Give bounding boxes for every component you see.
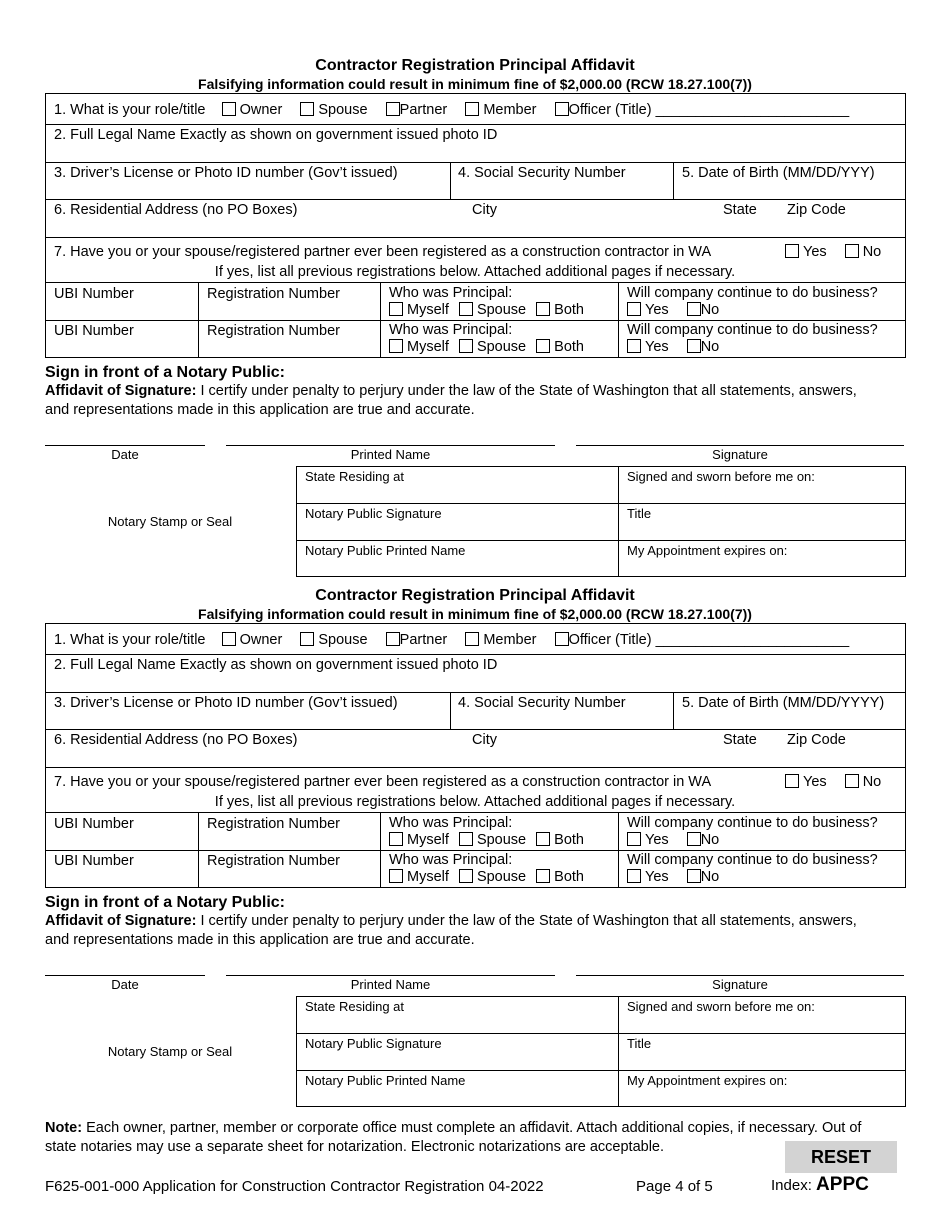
- continue-yes-checkbox[interactable]: [627, 302, 641, 316]
- continue-yes-label: Yes: [645, 869, 669, 885]
- affidavit-label: Affidavit of Signature:: [45, 913, 197, 929]
- printed-name-caption: Printed Name: [350, 977, 431, 992]
- spouse-checkbox[interactable]: [459, 832, 473, 846]
- divider: [380, 282, 381, 358]
- officer-checkbox[interactable]: [555, 102, 569, 116]
- appointment-expires-field[interactable]: My Appointment expires on:: [627, 543, 788, 558]
- note: [45, 1119, 895, 1157]
- index-label: Index:: [771, 1177, 812, 1194]
- note-text: Each owner, partner, member or corporate office must complete an affidavit. Attach additional copies, if necessary. Out of state notaries may use a separate sheet for notarization. Electronic notarizations are acceptable.: [45, 1120, 862, 1155]
- previous-registration-note: If yes, list all previous registrations below. Attached additional pages if necessary.: [214, 794, 736, 810]
- index-value: APPC: [816, 1174, 869, 1195]
- owner-checkbox[interactable]: [222, 102, 236, 116]
- sign-heading: Sign in front of a Notary Public:: [45, 894, 285, 911]
- continue-no-label: No: [700, 302, 720, 318]
- no-label: No: [862, 244, 882, 260]
- signature-caption: Signature: [712, 447, 768, 462]
- divider: [618, 996, 619, 1107]
- both-label: Both: [554, 302, 584, 318]
- partner-label: Partner: [399, 102, 448, 118]
- spouse-checkbox[interactable]: [459, 869, 473, 883]
- divider: [296, 503, 906, 504]
- spouse-label: Spouse: [318, 102, 368, 118]
- who-principal-options: [389, 831, 584, 849]
- divider: [198, 812, 199, 888]
- affidavit-subtitle: Falsifying information could result in minimum fine of $2,000.00 (RCW 18.27.100(7)): [198, 76, 752, 92]
- no-label: No: [862, 774, 882, 790]
- divider: [45, 124, 906, 125]
- both-checkbox[interactable]: [536, 832, 550, 846]
- divider: [45, 812, 906, 813]
- divider: [296, 1033, 906, 1034]
- continue-yes-label: Yes: [645, 832, 669, 848]
- divider: [673, 162, 674, 199]
- affidavit-subtitle: Falsifying information could result in minimum fine of $2,000.00 (RCW 18.27.100(7)): [198, 606, 752, 622]
- spouse-label: Spouse: [476, 302, 527, 318]
- continue-no-label: No: [700, 832, 720, 848]
- yes-checkbox[interactable]: [785, 244, 799, 258]
- divider: [45, 282, 906, 283]
- partner-label: Partner: [399, 632, 448, 648]
- both-label: Both: [554, 832, 584, 848]
- member-label: Member: [483, 632, 537, 648]
- city-field[interactable]: City: [472, 202, 497, 218]
- continue-business-label: Will company continue to do business?: [627, 285, 878, 301]
- full-legal-name-field[interactable]: 2. Full Legal Name Exactly as shown on government issued photo ID: [54, 127, 498, 143]
- city-field[interactable]: City: [472, 732, 497, 748]
- officer-checkbox[interactable]: [555, 632, 569, 646]
- myself-checkbox[interactable]: [389, 869, 403, 883]
- divider: [380, 812, 381, 888]
- notary-printed-name-field[interactable]: Notary Public Printed Name: [305, 543, 466, 558]
- registration-number-field[interactable]: Registration Number: [207, 816, 340, 832]
- ssn-field[interactable]: 4. Social Security Number: [458, 695, 626, 711]
- both-checkbox[interactable]: [536, 869, 550, 883]
- both-label: Both: [554, 339, 584, 355]
- divider: [45, 654, 906, 655]
- member-checkbox[interactable]: [465, 102, 479, 116]
- previous-registration-question: 7. Have you or your spouse/registered partner ever been registered as a construction contractor in WA: [54, 244, 712, 260]
- affidavit-statement: [45, 912, 885, 950]
- spouse-label: Spouse: [476, 339, 527, 355]
- no-checkbox[interactable]: [845, 774, 859, 788]
- zip-code-field[interactable]: Zip Code: [787, 732, 846, 748]
- continue-no-checkbox[interactable]: [687, 339, 701, 353]
- continue-no-label: No: [700, 339, 720, 355]
- drivers-license-field[interactable]: 3. Driver’s License or Photo ID number (Gov’t issued): [54, 165, 398, 181]
- notary-printed-name-field[interactable]: Notary Public Printed Name: [305, 1073, 466, 1088]
- divider: [618, 282, 619, 358]
- note-label: Note:: [45, 1120, 83, 1136]
- date-caption: Date: [111, 447, 139, 462]
- who-principal-label: Who was Principal:: [389, 852, 513, 868]
- divider: [673, 692, 674, 729]
- registration-number-field[interactable]: Registration Number: [207, 286, 340, 302]
- who-principal-label: Who was Principal:: [389, 322, 513, 338]
- divider: [198, 282, 199, 358]
- date-of-birth-field[interactable]: 5. Date of Birth (MM/DD/YYY): [682, 165, 875, 181]
- continue-yes-checkbox[interactable]: [627, 339, 641, 353]
- continue-no-checkbox[interactable]: [687, 869, 701, 883]
- divider: [450, 692, 451, 729]
- yes-checkbox[interactable]: [785, 774, 799, 788]
- role-label: 1. What is your role/title: [54, 102, 206, 118]
- officer-label[interactable]: Officer (Title) ________________________: [568, 102, 850, 118]
- state-field[interactable]: State: [723, 732, 757, 748]
- state-residing-field[interactable]: State Residing at: [305, 999, 405, 1014]
- signature-caption: Signature: [712, 977, 768, 992]
- date-caption: Date: [111, 977, 139, 992]
- continue-yes-checkbox[interactable]: [627, 869, 641, 883]
- notary-title-field[interactable]: Title: [627, 1036, 652, 1051]
- affidavit-2: [0, 530, 950, 1088]
- role-question: [54, 631, 849, 649]
- continue-business-options: [627, 301, 719, 319]
- officer-label[interactable]: Officer (Title) ________________________: [568, 632, 850, 648]
- registration-number-field[interactable]: Registration Number: [207, 323, 340, 339]
- continue-yes-label: Yes: [645, 339, 669, 355]
- previous-registration-question: 7. Have you or your spouse/registered partner ever been registered as a construction contractor in WA: [54, 774, 712, 790]
- registration-number-field[interactable]: Registration Number: [207, 853, 340, 869]
- continue-business-options: [627, 868, 719, 886]
- myself-label: Myself: [407, 302, 449, 318]
- divider: [45, 199, 906, 200]
- notary-title-field[interactable]: Title: [627, 506, 652, 521]
- who-principal-options: [389, 301, 584, 319]
- notary-signature-field[interactable]: Notary Public Signature: [305, 506, 442, 521]
- continue-yes-label: Yes: [645, 302, 669, 318]
- notary-stamp-area: Notary Stamp or Seal: [107, 1044, 233, 1059]
- continue-yes-checkbox[interactable]: [627, 832, 641, 846]
- owner-checkbox[interactable]: [222, 632, 236, 646]
- zip-code-field[interactable]: Zip Code: [787, 202, 846, 218]
- full-legal-name-field[interactable]: 2. Full Legal Name Exactly as shown on government issued photo ID: [54, 657, 498, 673]
- partner-checkbox[interactable]: [386, 632, 400, 646]
- spouse-checkbox[interactable]: [300, 632, 314, 646]
- printed-name-caption: Printed Name: [350, 447, 431, 462]
- divider: [45, 237, 906, 238]
- who-principal-label: Who was Principal:: [389, 815, 513, 831]
- spouse-checkbox[interactable]: [300, 102, 314, 116]
- continue-no-checkbox[interactable]: [687, 832, 701, 846]
- both-checkbox[interactable]: [536, 339, 550, 353]
- continue-business-label: Will company continue to do business?: [627, 815, 878, 831]
- index: [771, 1175, 869, 1196]
- both-checkbox[interactable]: [536, 302, 550, 316]
- owner-label: Owner: [239, 632, 283, 648]
- divider: [45, 767, 906, 768]
- affidavit-text: I certify under penalty to perjury under the law of the State of Washington that all statements, answers, and representations made in this application are true and accurate.: [45, 383, 857, 418]
- state-residing-field[interactable]: State Residing at: [305, 469, 405, 484]
- affidavit-title: Contractor Registration Principal Affidavit: [315, 587, 635, 604]
- myself-label: Myself: [407, 832, 449, 848]
- continue-business-options: [627, 831, 719, 849]
- who-principal-label: Who was Principal:: [389, 285, 513, 301]
- myself-label: Myself: [407, 339, 449, 355]
- who-principal-options: [389, 868, 584, 886]
- spouse-checkbox[interactable]: [459, 339, 473, 353]
- role-question: [54, 101, 849, 119]
- ubi-number-field[interactable]: UBI Number: [54, 323, 134, 339]
- ubi-number-field[interactable]: UBI Number: [54, 816, 134, 832]
- divider: [45, 729, 906, 730]
- member-label: Member: [483, 102, 537, 118]
- no-checkbox[interactable]: [845, 244, 859, 258]
- owner-label: Owner: [239, 102, 283, 118]
- state-field[interactable]: State: [723, 202, 757, 218]
- divider: [45, 692, 906, 693]
- reset-button[interactable]: RESET: [785, 1141, 897, 1173]
- affidavit-text: I certify under penalty to perjury under the law of the State of Washington that all statements, answers, and representations made in this application are true and accurate.: [45, 913, 857, 948]
- form-id: F625-001-000 Application for Construction Contractor Registration 04-2022: [45, 1178, 544, 1195]
- residential-address-field[interactable]: 6. Residential Address (no PO Boxes): [54, 202, 298, 218]
- previous-registration-options: [785, 243, 881, 261]
- sign-heading: Sign in front of a Notary Public:: [45, 364, 285, 381]
- myself-checkbox[interactable]: [389, 339, 403, 353]
- affidavit-statement: [45, 382, 885, 420]
- divider: [296, 1070, 906, 1071]
- divider: [450, 162, 451, 199]
- residential-address-field[interactable]: 6. Residential Address (no PO Boxes): [54, 732, 298, 748]
- myself-label: Myself: [407, 869, 449, 885]
- myself-checkbox[interactable]: [389, 832, 403, 846]
- signed-sworn-field[interactable]: Signed and sworn before me on:: [627, 469, 815, 484]
- continue-business-options: [627, 338, 719, 356]
- yes-label: Yes: [803, 774, 827, 790]
- ubi-number-field[interactable]: UBI Number: [54, 853, 134, 869]
- spouse-label: Spouse: [318, 632, 368, 648]
- signed-sworn-field[interactable]: Signed and sworn before me on:: [627, 999, 815, 1014]
- drivers-license-field[interactable]: 3. Driver’s License or Photo ID number (Gov’t issued): [54, 695, 398, 711]
- notary-signature-field[interactable]: Notary Public Signature: [305, 1036, 442, 1051]
- affidavit-title: Contractor Registration Principal Affidavit: [315, 57, 635, 74]
- spouse-label: Spouse: [476, 832, 527, 848]
- both-label: Both: [554, 869, 584, 885]
- date-of-birth-field[interactable]: 5. Date of Birth (MM/DD/YYYY): [682, 695, 885, 711]
- member-checkbox[interactable]: [465, 632, 479, 646]
- previous-registration-options: [785, 773, 881, 791]
- appointment-expires-field[interactable]: My Appointment expires on:: [627, 1073, 788, 1088]
- page-number: Page 4 of 5: [636, 1178, 713, 1195]
- yes-label: Yes: [803, 244, 827, 260]
- ssn-field[interactable]: 4. Social Security Number: [458, 165, 626, 181]
- spouse-label: Spouse: [476, 869, 527, 885]
- notary-stamp-area: Notary Stamp or Seal: [107, 514, 233, 529]
- affidavit-label: Affidavit of Signature:: [45, 383, 197, 399]
- divider: [618, 812, 619, 888]
- ubi-number-field[interactable]: UBI Number: [54, 286, 134, 302]
- partner-checkbox[interactable]: [386, 102, 400, 116]
- continue-business-label: Will company continue to do business?: [627, 322, 878, 338]
- continue-no-label: No: [700, 869, 720, 885]
- who-principal-options: [389, 338, 584, 356]
- affidavit-1: [0, 0, 950, 558]
- spouse-checkbox[interactable]: [459, 302, 473, 316]
- role-label: 1. What is your role/title: [54, 632, 206, 648]
- myself-checkbox[interactable]: [389, 302, 403, 316]
- previous-registration-note: If yes, list all previous registrations below. Attached additional pages if necessary.: [214, 264, 736, 280]
- divider: [45, 162, 906, 163]
- continue-business-label: Will company continue to do business?: [627, 852, 878, 868]
- continue-no-checkbox[interactable]: [687, 302, 701, 316]
